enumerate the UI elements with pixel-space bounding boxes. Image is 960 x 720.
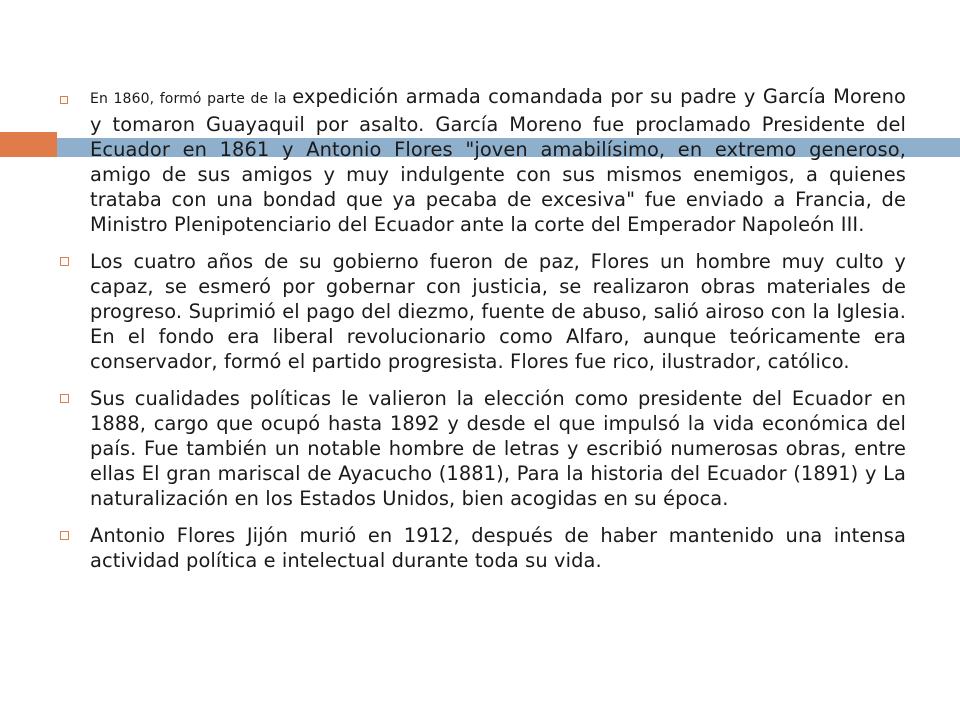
- slide-body: [60, 84, 906, 585]
- bullet-text: Antonio Flores Jijón murió en 1912, después de haber mantenido una intensa actividad política e intelectual durante toda su vida.: [90, 524, 906, 572]
- square-bullet-icon: [60, 394, 69, 403]
- bullet-text: [90, 84, 906, 237]
- square-bullet-icon: [60, 531, 69, 540]
- bullet-intro-text: En 1860, formó parte de la: [90, 91, 293, 107]
- square-bullet-icon: [60, 257, 69, 266]
- bullet-item: [60, 84, 906, 237]
- bullet-item: [60, 386, 906, 511]
- square-bullet-icon: [60, 96, 68, 104]
- title-accent-bar: [0, 132, 57, 157]
- bullet-main-text: expedición armada comandada por su padre y García Moreno y tomaron Guayaquil por asalto. García Moreno fue proclamado Presidente del Ecuador en 1861 y Antonio Flores "joven amabilísimo, en extremo generoso, amigo de sus amigos y muy indulgente con sus mismos enemigos, a quienes trataba con una bondad que ya pecaba de excesiva" fue enviado a Francia, de Ministro Plenipotenciario del Ecuador ante la corte del Emperador Napoleón III.: [90, 85, 907, 236]
- bullet-text: Los cuatro años de su gobierno fueron de paz, Flores un hombre muy culto y capaz, se esmeró por gobernar con justicia, se realizaron obras materiales de progreso. Suprimió el pago del diezmo, fuente de abuso, salió airoso con la Iglesia. En el fondo era liberal revolucionario como Alfaro, aunque teóricamente era conservador, formó el partido progresista. Flores fue rico, ilustrador, católico.: [90, 250, 906, 373]
- bullet-text: Sus cualidades políticas le valieron la elección como presidente del Ecuador en 1888, cargo que ocupó hasta 1892 y desde el que impulsó la vida económica del país. Fue también un notable hombre de letras y escribió numerosas obras, entre ellas El gran mariscal de Ayacucho (1881), Para la historia del Ecuador (1891) y La naturalización en los Estados Unidos, bien acogidas en su época.: [90, 387, 906, 510]
- bullet-item: [60, 249, 906, 374]
- bullet-item: [60, 523, 906, 573]
